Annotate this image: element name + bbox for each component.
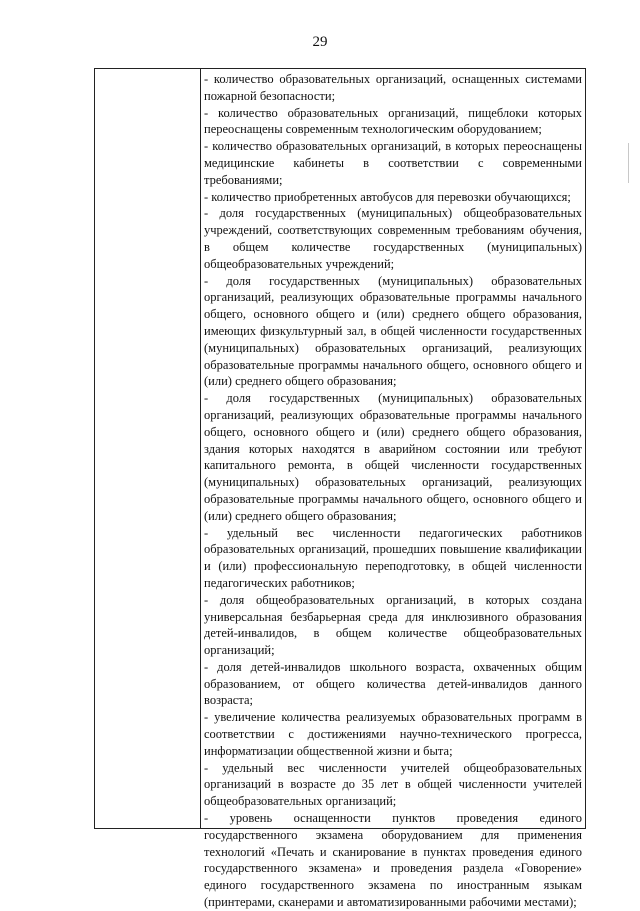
list-item: - количество приобретенных автобусов для перевозки обучающихся;: [204, 189, 571, 204]
list-item: - удельный вес численности учителей общеобразовательных организаций в возрасте до 35 лет в общей численности учителей общеобразовательных организаций;: [204, 760, 582, 809]
list-item: - удельный вес численности педагогических работников образовательных организаций, прошедших повышение квалификации и (или) профессиональную переподготовку, в общей численности педагогических работников;: [204, 525, 582, 590]
page-number: 29: [312, 34, 328, 50]
list-item: - доля государственных (муниципальных) образовательных организаций, реализующих образовательные программы начального общего, основного общего и (или) среднего общего образования, имеющих физкультурный зал, в общей численности государственных (муниципальных) образовательных организаций, реализующих образовательные программы начального общего, основного общего и (или) среднего общего образования;: [204, 273, 582, 389]
table-right-cell: [201, 69, 585, 910]
list-item: - доля детей-инвалидов школьного возраста, охваченных общим образованием, от общего количества детей-инвалидов данного возраста;: [204, 659, 582, 708]
list-item: - увеличение количества реализуемых образовательных программ в соответствии с достижениями научно-технического прогресса, информатизации общественной жизни и быта;: [204, 710, 582, 758]
list-item: - количество образовательных организаций, оснащенных системами пожарной безопасности;: [204, 72, 582, 103]
list-item: - доля общеобразовательных организаций, в которых создана универсальная безбарьерная среда для инклюзивного образования детей-инвалидов, в общем количестве общеобразовательных организаций;: [204, 592, 582, 658]
scan-edge-mark: [628, 143, 635, 183]
list-item: - уровень оснащенности пунктов проведения единого государственного экзамена оборудованием для применения технологий «Печать и сканирование в пунктах проведения единого государственного экзамена» и проведения раздела «Говорение» единого государственного экзамена по иностранным языкам (принтерами, сканерами и автоматизированными рабочими местами);: [204, 811, 582, 910]
list-item: - доля государственных (муниципальных) общеобразовательных учреждений, соответствующих современным требованиям обучения, в общем количестве государственных (муниципальных) общеобразовательных учреждений;: [204, 206, 582, 271]
list-item: - доля государственных (муниципальных) образовательных организаций, реализующих образовательные программы начального общего, основного общего и (или) среднего общего образования, здания которых находятся в аварийном состоянии или требуют капитального ремонта, в общей численности государственных (муниципальных) образовательных организаций, реализующих образовательные программы начального общего, основного общего и (или) среднего общего образования;: [204, 391, 582, 523]
list-item: - количество образовательных организаций, в которых переоснащены медицинские кабинеты в соответствии с современными требованиями;: [204, 139, 582, 187]
table-left-cell: [95, 69, 201, 828]
indicators-table: [94, 68, 586, 910]
list-item: - количество образовательных организаций, пищеблоки которых переоснащены современным технологическим оборудованием;: [204, 105, 582, 137]
